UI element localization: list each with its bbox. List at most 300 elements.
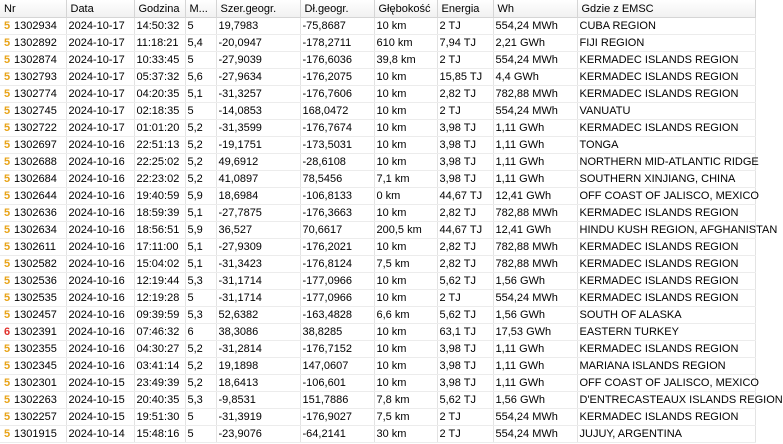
latitude-cell: -27,9309 [216, 239, 300, 256]
longitude-cell: -176,3663 [300, 205, 374, 222]
time-cell: 18:59:39 [134, 205, 185, 222]
latitude-cell: -23,9076 [216, 426, 300, 443]
time-cell: 10:33:45 [134, 52, 185, 69]
event-id: 1302745 [14, 105, 57, 117]
longitude-cell: -178,2711 [300, 35, 374, 52]
magnitude-cell: 5,1 [185, 86, 216, 103]
depth-cell: 10 km [374, 290, 437, 307]
date-cell: 2024-10-15 [66, 392, 134, 409]
time-cell: 04:30:27 [134, 341, 185, 358]
wh-cell: 2,21 GWh [493, 35, 577, 52]
magnitude-cell: 5,2 [185, 120, 216, 137]
time-cell: 18:56:51 [134, 222, 185, 239]
magnitude-badge-icon: 5 [3, 37, 11, 49]
date-cell: 2024-10-16 [66, 222, 134, 239]
region-cell: KERMADEC ISLANDS REGION [577, 86, 755, 103]
longitude-cell: -106,601 [300, 375, 374, 392]
magnitude-badge-icon: 5 [3, 394, 11, 406]
region-cell: KERMADEC ISLANDS REGION [577, 52, 755, 69]
time-cell: 04:20:35 [134, 86, 185, 103]
nr-cell [0, 324, 66, 341]
energy-cell: 5,62 TJ [437, 273, 493, 290]
table-row[interactable] [0, 341, 755, 358]
magnitude-cell: 5,9 [185, 222, 216, 239]
longitude-cell: -163,4828 [300, 307, 374, 324]
longitude-cell: 151,7886 [300, 392, 374, 409]
column-header-longitude[interactable]: Dł.geogr. [300, 0, 374, 18]
magnitude-badge-icon: 5 [3, 275, 11, 287]
wh-cell: 782,88 MWh [493, 86, 577, 103]
depth-cell: 10 km [374, 120, 437, 137]
magnitude-badge-icon: 5 [3, 428, 11, 440]
longitude-cell: 70,6617 [300, 222, 374, 239]
depth-cell: 10 km [374, 358, 437, 375]
column-header-latitude[interactable]: Szer.geogr. [216, 0, 300, 18]
longitude-cell: 38,8285 [300, 324, 374, 341]
date-cell: 2024-10-16 [66, 239, 134, 256]
wh-cell: 4,4 GWh [493, 69, 577, 86]
magnitude-badge-icon: 5 [3, 360, 11, 372]
region-cell: MARIANA ISLANDS REGION [577, 358, 755, 375]
longitude-cell: -75,8687 [300, 18, 374, 35]
event-id: 1302644 [14, 190, 57, 202]
nr-cell [0, 171, 66, 188]
magnitude-cell: 5,2 [185, 171, 216, 188]
event-id: 1302634 [14, 224, 57, 236]
region-cell: KERMADEC ISLANDS REGION [577, 120, 755, 137]
magnitude-badge-icon: 5 [3, 411, 11, 423]
table-row[interactable] [0, 222, 755, 239]
magnitude-badge-icon: 5 [3, 54, 11, 66]
wh-cell: 1,56 GWh [493, 392, 577, 409]
table-row[interactable] [0, 256, 755, 273]
longitude-cell: 168,0472 [300, 103, 374, 120]
energy-cell: 5,62 TJ [437, 392, 493, 409]
region-cell: KERMADEC ISLANDS REGION [577, 69, 755, 86]
nr-cell [0, 103, 66, 120]
wh-cell: 1,56 GWh [493, 273, 577, 290]
energy-cell: 3,98 TJ [437, 358, 493, 375]
nr-cell [0, 18, 66, 35]
time-cell: 20:40:35 [134, 392, 185, 409]
latitude-cell: -27,9039 [216, 52, 300, 69]
table-row[interactable] [0, 290, 755, 307]
nr-cell [0, 307, 66, 324]
magnitude-badge-icon: 5 [3, 309, 11, 321]
wh-cell: 554,24 MWh [493, 409, 577, 426]
nr-cell [0, 392, 66, 409]
time-cell: 09:39:59 [134, 307, 185, 324]
event-id: 1302684 [14, 173, 57, 185]
longitude-cell: -176,7152 [300, 341, 374, 358]
energy-cell: 5,62 TJ [437, 307, 493, 324]
nr-cell [0, 120, 66, 137]
magnitude-badge-icon: 5 [3, 224, 11, 236]
energy-cell: 2 TJ [437, 409, 493, 426]
table-row[interactable] [0, 205, 755, 222]
table-row[interactable] [0, 324, 755, 341]
magnitude-cell: 5,2 [185, 137, 216, 154]
region-cell: KERMADEC ISLANDS REGION [577, 239, 755, 256]
table-row[interactable] [0, 18, 755, 35]
table-row[interactable] [0, 86, 755, 103]
depth-cell: 7,8 km [374, 392, 437, 409]
event-id: 1302536 [14, 275, 57, 287]
latitude-cell: 52,6382 [216, 307, 300, 324]
time-cell: 01:01:20 [134, 120, 185, 137]
depth-cell: 6,6 km [374, 307, 437, 324]
date-cell: 2024-10-16 [66, 273, 134, 290]
region-cell: KERMADEC ISLANDS REGION [577, 256, 755, 273]
wh-cell: 12,41 GWh [493, 222, 577, 239]
magnitude-cell: 5 [185, 409, 216, 426]
depth-cell: 10 km [374, 137, 437, 154]
energy-cell: 63,1 TJ [437, 324, 493, 341]
magnitude-badge-icon: 5 [3, 377, 11, 389]
time-cell: 22:25:02 [134, 154, 185, 171]
region-cell: TONGA [577, 137, 755, 154]
event-id: 1302774 [14, 88, 57, 100]
table-row[interactable] [0, 188, 755, 205]
longitude-cell: -176,6036 [300, 52, 374, 69]
latitude-cell: -27,9634 [216, 69, 300, 86]
wh-cell: 554,24 MWh [493, 426, 577, 443]
magnitude-cell: 5,4 [185, 35, 216, 52]
event-id: 1302355 [14, 343, 57, 355]
latitude-cell: -27,7875 [216, 205, 300, 222]
nr-cell [0, 273, 66, 290]
time-cell: 05:37:32 [134, 69, 185, 86]
column-header-depth[interactable]: Głębokość [374, 0, 437, 18]
magnitude-cell: 5 [185, 52, 216, 69]
time-cell: 15:04:02 [134, 256, 185, 273]
column-header-nr[interactable]: Nr [0, 0, 66, 18]
magnitude-badge-icon: 5 [3, 139, 11, 151]
magnitude-badge-icon: 5 [3, 343, 11, 355]
energy-cell: 15,85 TJ [437, 69, 493, 86]
region-cell: OFF COAST OF JALISCO, MEXICO [577, 375, 755, 392]
latitude-cell: -31,1714 [216, 290, 300, 307]
wh-cell: 1,11 GWh [493, 358, 577, 375]
time-cell: 19:40:59 [134, 188, 185, 205]
longitude-cell: -173,5031 [300, 137, 374, 154]
event-id: 1302263 [14, 394, 57, 406]
table-row[interactable] [0, 273, 755, 290]
date-cell: 2024-10-16 [66, 307, 134, 324]
date-cell: 2024-10-16 [66, 137, 134, 154]
magnitude-badge-icon: 5 [3, 71, 11, 83]
region-cell: NORTHERN MID-ATLANTIC RIDGE [577, 154, 755, 171]
date-cell: 2024-10-16 [66, 154, 134, 171]
table-row[interactable] [0, 392, 755, 409]
date-cell: 2024-10-16 [66, 341, 134, 358]
event-id: 1302892 [14, 37, 57, 49]
column-header-wh[interactable]: Wh [493, 0, 577, 18]
wh-cell: 554,24 MWh [493, 52, 577, 69]
table-row[interactable] [0, 137, 755, 154]
latitude-cell: -31,2814 [216, 341, 300, 358]
wh-cell: 782,88 MWh [493, 205, 577, 222]
event-id: 1302934 [14, 20, 57, 32]
time-cell: 15:48:16 [134, 426, 185, 443]
nr-cell [0, 256, 66, 273]
magnitude-cell: 5 [185, 103, 216, 120]
magnitude-badge-icon: 5 [3, 88, 11, 100]
time-cell: 22:23:02 [134, 171, 185, 188]
energy-cell: 2 TJ [437, 290, 493, 307]
magnitude-badge-icon: 5 [3, 173, 11, 185]
table-row[interactable] [0, 239, 755, 256]
magnitude-cell: 5,2 [185, 375, 216, 392]
magnitude-cell: 5,3 [185, 273, 216, 290]
nr-cell [0, 409, 66, 426]
magnitude-cell: 5 [185, 426, 216, 443]
longitude-cell: -176,9027 [300, 409, 374, 426]
nr-cell [0, 52, 66, 69]
date-cell: 2024-10-16 [66, 256, 134, 273]
table-row[interactable] [0, 171, 755, 188]
depth-cell: 39,8 km [374, 52, 437, 69]
table-row[interactable] [0, 52, 755, 69]
date-cell: 2024-10-17 [66, 18, 134, 35]
energy-cell: 2 TJ [437, 103, 493, 120]
date-cell: 2024-10-17 [66, 103, 134, 120]
magnitude-badge-icon: 5 [3, 207, 11, 219]
longitude-cell: 78,5456 [300, 171, 374, 188]
wh-cell: 1,11 GWh [493, 137, 577, 154]
column-header-date[interactable]: Data [66, 0, 134, 18]
longitude-cell: -176,2075 [300, 69, 374, 86]
wh-cell: 17,53 GWh [493, 324, 577, 341]
time-cell: 17:11:00 [134, 239, 185, 256]
latitude-cell: -19,1751 [216, 137, 300, 154]
magnitude-badge-icon: 6 [3, 326, 11, 338]
date-cell: 2024-10-16 [66, 290, 134, 307]
column-header-time[interactable]: Godzina [134, 0, 185, 18]
depth-cell: 10 km [374, 324, 437, 341]
magnitude-badge-icon: 5 [3, 122, 11, 134]
date-cell: 2024-10-15 [66, 409, 134, 426]
date-cell: 2024-10-14 [66, 426, 134, 443]
region-cell: KERMADEC ISLANDS REGION [577, 409, 755, 426]
event-id: 1302582 [14, 258, 57, 270]
nr-cell [0, 290, 66, 307]
wh-cell: 1,11 GWh [493, 375, 577, 392]
latitude-cell: -31,3257 [216, 86, 300, 103]
wh-cell: 782,88 MWh [493, 256, 577, 273]
magnitude-badge-icon: 5 [3, 105, 11, 117]
depth-cell: 10 km [374, 273, 437, 290]
wh-cell: 1,11 GWh [493, 154, 577, 171]
event-id: 1302793 [14, 71, 57, 83]
energy-cell: 44,67 TJ [437, 222, 493, 239]
depth-cell: 10 km [374, 18, 437, 35]
event-id: 1301915 [14, 428, 57, 440]
nr-cell [0, 188, 66, 205]
magnitude-cell: 5 [185, 290, 216, 307]
time-cell: 12:19:44 [134, 273, 185, 290]
date-cell: 2024-10-16 [66, 205, 134, 222]
time-cell: 11:18:21 [134, 35, 185, 52]
column-header-region[interactable]: Gdzie z EMSC [577, 0, 755, 18]
event-id: 1302697 [14, 139, 57, 151]
depth-cell: 0 km [374, 188, 437, 205]
energy-cell: 2,82 TJ [437, 256, 493, 273]
longitude-cell: -176,2021 [300, 239, 374, 256]
depth-cell: 200,5 km [374, 222, 437, 239]
magnitude-cell: 5,2 [185, 358, 216, 375]
date-cell: 2024-10-17 [66, 52, 134, 69]
region-cell: FIJI REGION [577, 35, 755, 52]
table-row[interactable] [0, 307, 755, 324]
date-cell: 2024-10-16 [66, 188, 134, 205]
table-row[interactable] [0, 69, 755, 86]
latitude-cell: -9,8531 [216, 392, 300, 409]
region-cell: JUJUY, ARGENTINA [577, 426, 755, 443]
wh-cell: 1,11 GWh [493, 341, 577, 358]
energy-cell: 2 TJ [437, 18, 493, 35]
nr-cell [0, 154, 66, 171]
date-cell: 2024-10-16 [66, 358, 134, 375]
table-row[interactable] [0, 103, 755, 120]
wh-cell: 782,88 MWh [493, 239, 577, 256]
depth-cell: 30 km [374, 426, 437, 443]
date-cell: 2024-10-17 [66, 35, 134, 52]
energy-cell: 2,82 TJ [437, 205, 493, 222]
magnitude-cell: 5,2 [185, 154, 216, 171]
nr-cell [0, 426, 66, 443]
energy-cell: 2,82 TJ [437, 239, 493, 256]
nr-cell [0, 35, 66, 52]
depth-cell: 10 km [374, 154, 437, 171]
wh-cell: 12,41 GWh [493, 188, 577, 205]
time-cell: 03:41:14 [134, 358, 185, 375]
energy-cell: 3,98 TJ [437, 341, 493, 358]
wh-cell: 1,11 GWh [493, 120, 577, 137]
depth-cell: 7,5 km [374, 256, 437, 273]
table-row[interactable] [0, 154, 755, 171]
depth-cell: 10 km [374, 375, 437, 392]
magnitude-cell: 5,9 [185, 188, 216, 205]
region-cell: KERMADEC ISLANDS REGION [577, 273, 755, 290]
energy-cell: 2,82 TJ [437, 86, 493, 103]
event-id: 1302535 [14, 292, 57, 304]
longitude-cell: -176,7606 [300, 86, 374, 103]
latitude-cell: -31,1714 [216, 273, 300, 290]
time-cell: 02:18:35 [134, 103, 185, 120]
latitude-cell: -31,3423 [216, 256, 300, 273]
energy-cell: 44,67 TJ [437, 188, 493, 205]
energy-cell: 3,98 TJ [437, 171, 493, 188]
longitude-cell: -176,8124 [300, 256, 374, 273]
energy-cell: 3,98 TJ [437, 137, 493, 154]
table-row[interactable] [0, 358, 755, 375]
magnitude-cell: 5,2 [185, 341, 216, 358]
latitude-cell: 19,1898 [216, 358, 300, 375]
latitude-cell: 18,6413 [216, 375, 300, 392]
wh-cell: 554,24 MWh [493, 290, 577, 307]
depth-cell: 7,1 km [374, 171, 437, 188]
event-id: 1302457 [14, 309, 57, 321]
date-cell: 2024-10-17 [66, 86, 134, 103]
time-cell: 23:49:39 [134, 375, 185, 392]
energy-cell: 3,98 TJ [437, 375, 493, 392]
magnitude-cell: 5,6 [185, 69, 216, 86]
magnitude-badge-icon: 5 [3, 156, 11, 168]
depth-cell: 10 km [374, 205, 437, 222]
wh-cell: 1,56 GWh [493, 307, 577, 324]
magnitude-badge-icon: 5 [3, 258, 11, 270]
nr-cell [0, 358, 66, 375]
nr-cell [0, 222, 66, 239]
longitude-cell: -177,0966 [300, 273, 374, 290]
depth-cell: 10 km [374, 341, 437, 358]
latitude-cell: 49,6912 [216, 154, 300, 171]
depth-cell: 610 km [374, 35, 437, 52]
column-header-energy[interactable]: Energia [437, 0, 493, 18]
nr-cell [0, 341, 66, 358]
nr-cell [0, 137, 66, 154]
table-row[interactable] [0, 409, 755, 426]
table-row[interactable] [0, 35, 755, 52]
longitude-cell: -176,7674 [300, 120, 374, 137]
nr-cell [0, 375, 66, 392]
nr-cell [0, 69, 66, 86]
time-cell: 22:51:13 [134, 137, 185, 154]
region-cell: OFF COAST OF JALISCO, MEXICO [577, 188, 755, 205]
longitude-cell: -177,0966 [300, 290, 374, 307]
magnitude-cell: 6 [185, 324, 216, 341]
date-cell: 2024-10-17 [66, 120, 134, 137]
wh-cell: 554,24 MWh [493, 18, 577, 35]
energy-cell: 2 TJ [437, 52, 493, 69]
region-cell: SOUTH OF ALASKA [577, 307, 755, 324]
latitude-cell: -20,0947 [216, 35, 300, 52]
longitude-cell: -64,2141 [300, 426, 374, 443]
energy-cell: 3,98 TJ [437, 154, 493, 171]
header-row [0, 0, 755, 18]
nr-cell [0, 239, 66, 256]
magnitude-badge-icon: 5 [3, 241, 11, 253]
depth-cell: 7,5 km [374, 409, 437, 426]
region-cell: KERMADEC ISLANDS REGION [577, 205, 755, 222]
latitude-cell: 41,0897 [216, 171, 300, 188]
table-row[interactable] [0, 426, 755, 443]
latitude-cell: -14,0853 [216, 103, 300, 120]
magnitude-cell: 5,1 [185, 205, 216, 222]
event-id: 1302301 [14, 377, 57, 389]
region-cell: VANUATU [577, 103, 755, 120]
energy-cell: 7,94 TJ [437, 35, 493, 52]
wh-cell: 1,11 GWh [493, 171, 577, 188]
latitude-cell: 38,3086 [216, 324, 300, 341]
magnitude-cell: 5,3 [185, 392, 216, 409]
date-cell: 2024-10-16 [66, 324, 134, 341]
time-cell: 19:51:30 [134, 409, 185, 426]
column-header-magnitude[interactable]: M... [185, 0, 216, 18]
time-cell: 14:50:32 [134, 18, 185, 35]
longitude-cell: 147,0607 [300, 358, 374, 375]
date-cell: 2024-10-16 [66, 171, 134, 188]
wh-cell: 554,24 MWh [493, 103, 577, 120]
date-cell: 2024-10-15 [66, 375, 134, 392]
event-id: 1302688 [14, 156, 57, 168]
table-row[interactable] [0, 120, 755, 137]
table-row[interactable] [0, 375, 755, 392]
date-cell: 2024-10-17 [66, 69, 134, 86]
latitude-cell: 19,7983 [216, 18, 300, 35]
latitude-cell: -31,3599 [216, 120, 300, 137]
